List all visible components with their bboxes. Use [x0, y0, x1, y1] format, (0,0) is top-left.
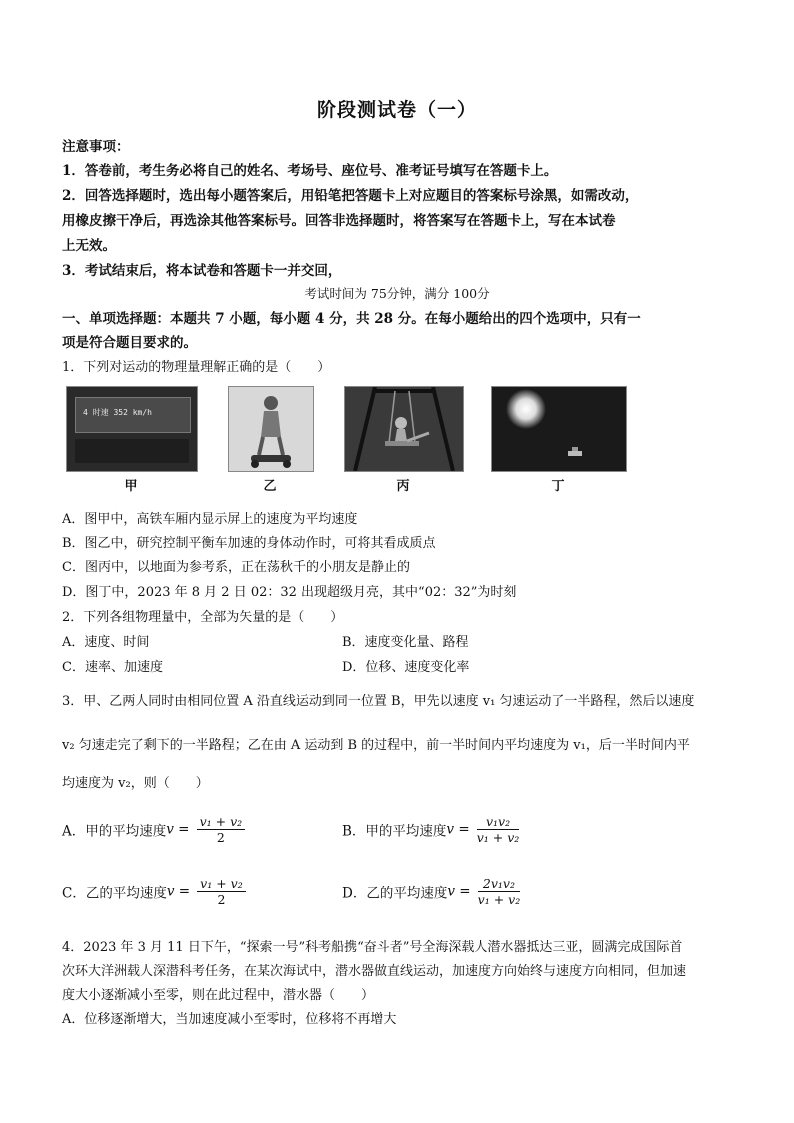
notice-3: 3．考试结束后，将本试卷和答题卡一并交回， [62, 263, 342, 279]
denominator: v₁ + v₂ [476, 830, 520, 845]
q1-stem: 1．下列对运动的物理量理解正确的是（ ） [62, 360, 331, 375]
denominator: v₁ + v₂ [477, 892, 521, 907]
notice-2-cont: 用橡皮擦干净后，再选涂其他答案标号。回答非选择题时，将答案写在答题卡上，写在本试卷 [62, 213, 616, 229]
q4-option-a: A．位移逐渐增大，当加速度减小至零时，位移将不再增大 [62, 1012, 397, 1027]
numerator: 2v₁v₂ [478, 876, 521, 892]
q3-option-a-fraction [197, 814, 246, 845]
page-title: 阶段测试卷（一） [316, 99, 477, 121]
q3-option-d-lhs: v = [447, 883, 471, 900]
q3-option-c-fraction [197, 876, 246, 907]
q1-option-c: C．图丙中，以地面为参考系，正在荡秋千的小朋友是静止的 [62, 560, 410, 575]
notice-heading: 注意事项： [62, 139, 130, 155]
q3-option-c-lhs: v = [166, 883, 191, 900]
q4-line-3: 度大小逐渐减小至零，则在此过程中，潜水器（ ） [62, 988, 375, 1003]
numerator: v₁ + v₂ [197, 876, 246, 892]
image-ding-supermoon [491, 386, 627, 472]
train-speed-screen: 4 时速 352 km/h [83, 408, 152, 417]
notice-1: 1．答卷前，考生务必将自己的姓名、考场号、座位号、准考证号填写在答题卡上。 [62, 163, 558, 179]
image-bing-swing [344, 386, 464, 472]
q3-line-1: 3．甲、乙两人同时由相同位置 A 沿直线运动到同一位置 B，甲先以速度 v₁ 匀速运动了一半路程，然后以速度 [62, 694, 695, 709]
q2-stem: 2．下列各组物理量中，全部为矢量的是（ ） [62, 610, 344, 625]
exam-info: 考试时间为 75分钟，满分 100分 [304, 286, 490, 301]
q3-option-a-lhs: v = [166, 821, 190, 838]
q1-option-b: B．图乙中，研究控制平衡车加速的身体动作时，可将其看成质点 [62, 536, 436, 551]
q3-option-d [342, 876, 520, 907]
numerator: v₁v₂ [477, 814, 520, 830]
q3-option-d-fraction [478, 876, 521, 907]
q2-option-d: D．位移、速度变化率 [342, 660, 470, 675]
q3-option-a-label: A．甲的平均速度 [62, 823, 167, 840]
caption-ding: 丁 [551, 479, 565, 494]
q3-option-b-fraction [477, 814, 520, 845]
notice-2-end: 上无效。 [62, 238, 116, 254]
q4-line-2: 次环大洋洲载人深潜科考任务，在某次海试中，潜水器做直线运动，加速度方向始终与速度方向相同，但加速 [62, 964, 687, 979]
q2-option-b: B．速度变化量、路程 [342, 635, 469, 650]
q3-option-b-label: B．甲的平均速度 [342, 823, 447, 840]
caption-jia: 甲 [124, 479, 138, 494]
section1-heading: 一、单项选择题：本题共 7 小题，每小题 4 分，共 28 分。在每小题给出的四个选项中，只有一 [62, 311, 641, 327]
section1-heading-cont: 项是符合题目要求的。 [62, 335, 197, 351]
caption-bing: 丙 [396, 479, 410, 494]
caption-yi: 乙 [263, 479, 277, 494]
q1-option-d: D．图丁中，2023 年 8 月 2 日 02：32 出现超级月亮，其中“02：32”为时刻 [62, 585, 517, 600]
q3-option-c-label: C．乙的平均速度 [62, 885, 167, 902]
q3-line-2: v₂ 匀速走完了剩下的一半路程；乙在由 A 运动到 B 的过程中，前一半时间内平均速度为 v₁，后一半时间内平 [62, 738, 690, 753]
q2-option-c: C．速率、加速度 [62, 660, 163, 675]
q1-option-a: A．图甲中，高铁车厢内显示屏上的速度为平均速度 [62, 512, 358, 527]
image-yi-balance-car [228, 386, 314, 472]
notice-2: 2．回答选择题时，选出每小题答案后，用铅笔把答题卡上对应题目的答案标号涂黑，如需改动， [62, 188, 639, 204]
denominator: 2 [216, 830, 225, 845]
numerator: v₁ + v₂ [197, 814, 246, 830]
denominator: 2 [217, 892, 226, 907]
q4-line-1: 4．2023 年 3 月 11 日下午，“探索一号”科考船携“奋斗者”号全海深载人潜水器抵达三亚，圆满完成国际首 [62, 940, 683, 955]
q2-option-a: A．速度、时间 [62, 635, 150, 650]
q3-option-c [62, 876, 246, 907]
q3-line-3: 均速度为 v₂，则（ ） [62, 776, 209, 791]
q3-option-b [342, 814, 519, 845]
q3-option-d-label: D．乙的平均速度 [342, 885, 448, 902]
q3-option-b-lhs: v = [446, 821, 470, 838]
q3-option-a [62, 814, 245, 845]
image-jia-train-display [66, 386, 198, 472]
